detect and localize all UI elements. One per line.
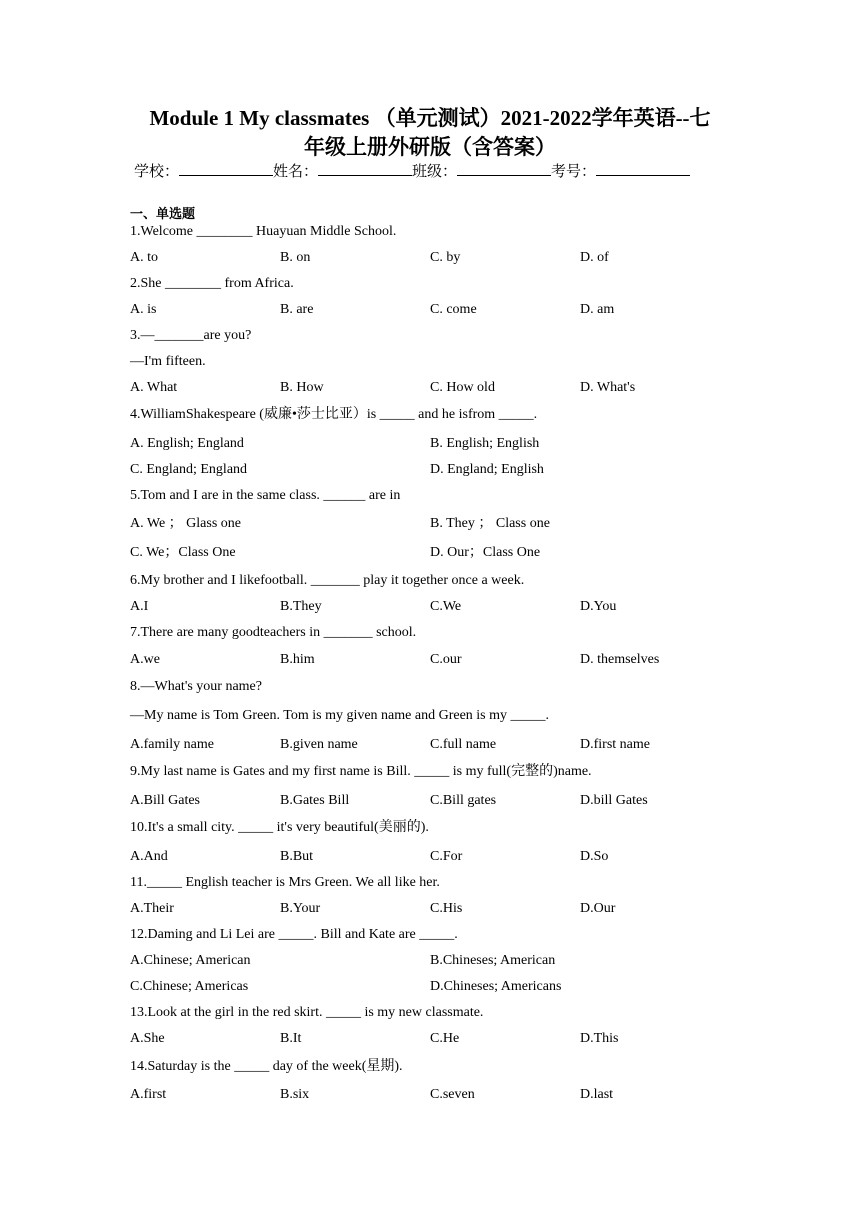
option-b: B.But <box>280 849 314 864</box>
option-c: C.seven <box>430 1087 475 1102</box>
option-a: A.family name <box>130 737 214 752</box>
option-b: B.six <box>280 1087 310 1102</box>
option-a: A.She <box>130 1031 165 1046</box>
option-c: C. by <box>430 250 461 265</box>
option-d: D.last <box>580 1087 614 1102</box>
class-label: 班级： <box>412 162 458 180</box>
option-c: C.His <box>430 901 463 916</box>
question-stem: 14.Saturday is the _____ day of the week(星期). <box>130 1059 403 1074</box>
option-b: B.Chineses; American <box>430 953 556 968</box>
question-stem: 11._____ English teacher is Mrs Green. We all like her. <box>130 875 440 890</box>
question-stem: 2.She ________ from Africa. <box>130 276 294 291</box>
question-stem: 7.There are many goodteachers in _______ school. <box>130 625 417 640</box>
option-c: C. come <box>430 302 477 317</box>
option-d: D.Our <box>580 901 616 916</box>
question-stem-line-2: —My name is Tom Green. Tom is my given name and Green is my _____. <box>130 708 550 723</box>
document-title <box>120 104 740 162</box>
question-stem: 10.It's a small city. _____ it's very beautiful(美丽的). <box>130 820 429 835</box>
option-a: A.I <box>130 599 149 614</box>
option-a: A. is <box>130 302 157 317</box>
option-a: A. to <box>130 250 158 265</box>
option-b: B.It <box>280 1031 302 1046</box>
option-d: D. themselves <box>580 652 660 667</box>
option-b: B.him <box>280 652 315 667</box>
question-stem: 4.WilliamShakespeare (威廉•莎士比亚）is _____ and he isfrom _____. <box>130 407 538 422</box>
section-title: 一、单选题 <box>130 207 196 222</box>
question-stem: 13.Look at the girl in the red skirt. _____ is my new classmate. <box>130 1005 484 1020</box>
option-d: D.This <box>580 1031 619 1046</box>
option-c: C. How old <box>430 380 495 395</box>
option-b: B. How <box>280 380 324 395</box>
option-a: A.And <box>130 849 168 864</box>
option-c: C.full name <box>430 737 497 752</box>
question-stem: 8.—What's your name? <box>130 679 262 694</box>
option-b: B.They <box>280 599 322 614</box>
title-line-1: Module 1 My classmates （单元测试）2021-2022学年英语--七 <box>149 106 711 130</box>
name-label: 姓名： <box>273 162 319 180</box>
option-a: A.we <box>130 652 160 667</box>
question-stem: 12.Daming and Li Lei are _____. Bill and Kate are _____. <box>130 927 458 942</box>
option-c: C.We <box>430 599 462 614</box>
option-d: D. of <box>580 250 609 265</box>
class-blank[interactable] <box>457 160 551 176</box>
option-a: A.first <box>130 1087 167 1102</box>
option-c: C.For <box>430 849 463 864</box>
option-d: D. am <box>580 302 615 317</box>
school-blank[interactable] <box>179 160 273 176</box>
title-line-2: 年级上册外研版（含答案） <box>304 135 556 159</box>
option-d: D. England; English <box>430 462 544 477</box>
option-b: B. are <box>280 302 314 317</box>
question-stem: 3.—_______are you? <box>130 328 252 343</box>
question-stem: 5.Tom and I are in the same class. ______ are in <box>130 488 401 503</box>
option-d: D.You <box>580 599 617 614</box>
option-c: C.our <box>430 652 462 667</box>
option-d: D. What's <box>580 380 636 395</box>
question-stem: 9.My last name is Gates and my first name is Bill. _____ is my full(完整的)name. <box>130 764 592 779</box>
option-a: A.Their <box>130 901 174 916</box>
option-a: A.Bill Gates <box>130 793 200 808</box>
name-blank[interactable] <box>318 160 412 176</box>
option-a: A. English; England <box>130 436 244 451</box>
option-b: B. on <box>280 250 311 265</box>
option-b: B.given name <box>280 737 358 752</box>
option-a: A. We ； Glass one <box>130 516 241 531</box>
option-b: B.Gates Bill <box>280 793 350 808</box>
option-d: D. Our；Class One <box>430 545 541 560</box>
exam-no-label: 考号： <box>551 162 597 180</box>
option-c: C.Chinese; Americas <box>130 979 249 994</box>
option-a: A. What <box>130 380 178 395</box>
option-b: B.Your <box>280 901 321 916</box>
option-b: B. English; English <box>430 436 540 451</box>
option-a: A.Chinese; American <box>130 953 251 968</box>
option-b: B. They ； Class one <box>430 516 550 531</box>
option-d: D.So <box>580 849 609 864</box>
question-stem-line-2: —I'm fifteen. <box>130 354 206 369</box>
option-c: C. We；Class One <box>130 545 236 560</box>
exam-no-blank[interactable] <box>596 160 690 176</box>
option-c: C.Bill gates <box>430 793 497 808</box>
option-d: D.bill Gates <box>580 793 648 808</box>
option-c: C. England; England <box>130 462 248 477</box>
option-d: D.first name <box>580 737 650 752</box>
school-label: 学校： <box>134 162 180 180</box>
question-stem: 6.My brother and I likefootball. _______ play it together once a week. <box>130 573 525 588</box>
option-c: C.He <box>430 1031 460 1046</box>
question-stem: 1.Welcome ________ Huayuan Middle School. <box>130 224 397 239</box>
option-d: D.Chineses; Americans <box>430 979 562 994</box>
student-info-row <box>134 160 690 183</box>
